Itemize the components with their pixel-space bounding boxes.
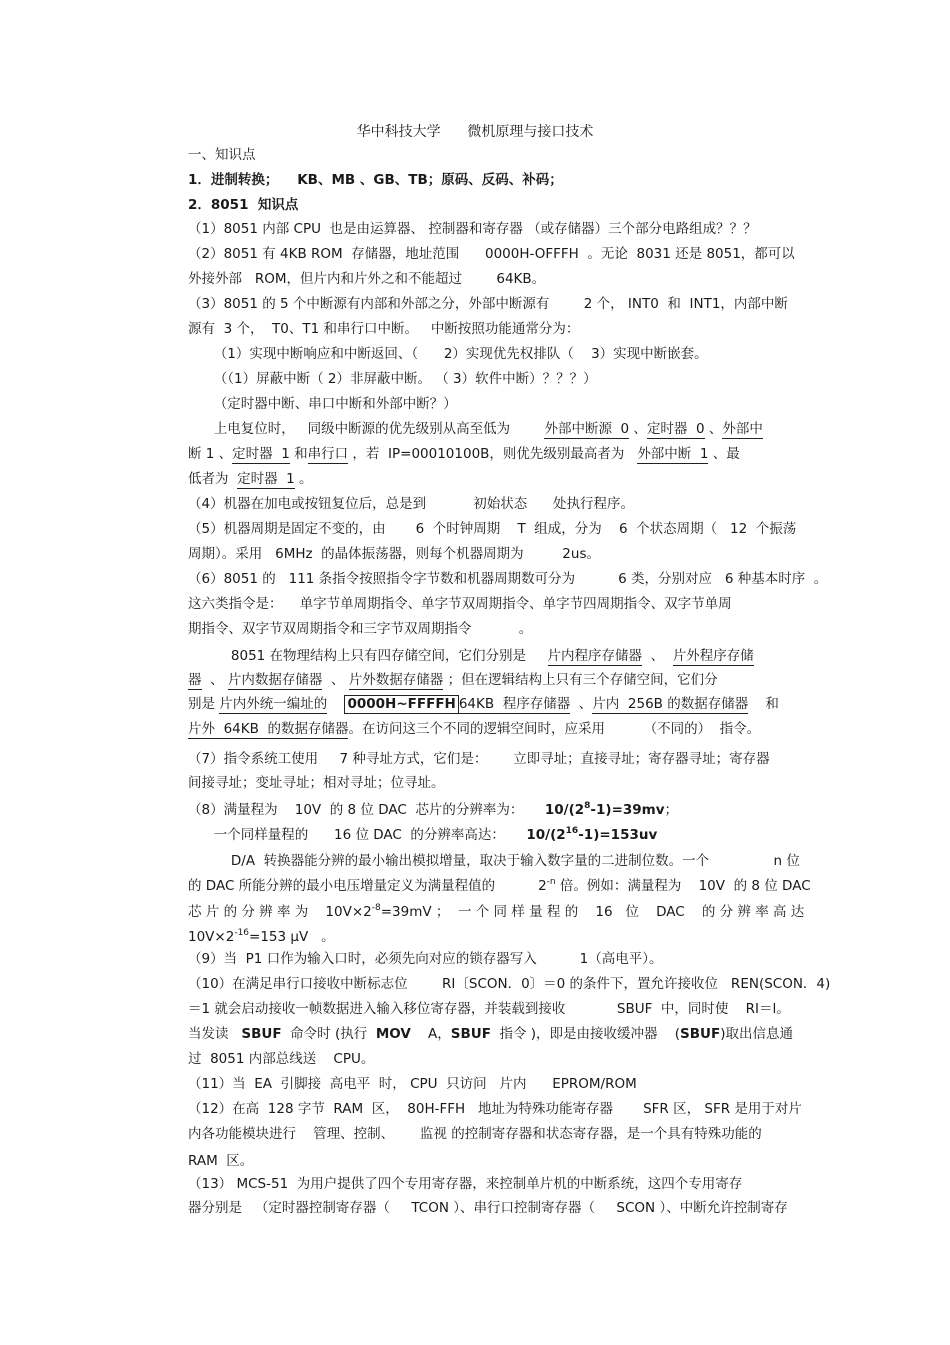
priority-t1: 定时器 1 <box>232 446 290 462</box>
dac-para-3: 芯 片 的 分 辨 率 为 $10V\times 2^{-8}=39mV$ ； 一 个 同 样 量 程 的 16 位 DAC 的 分 辨 率 高 达 <box>188 903 805 920</box>
para-12c: RAM 区。 <box>188 1153 254 1169</box>
priority-highest: 外部中断 1 <box>637 446 709 462</box>
memory-space-4: 片外数据存储器 <box>348 672 444 688</box>
para-1: （1）8051 内部 CPU 也是由运算器、 控制器和寄存器 （或存储器）三个部分电路组成？？？ <box>188 221 757 237</box>
memory-line-1: 8051 在物理结构上只有四存储空间，它们分别是 片内程序存储器 、 片外程序存储 <box>188 648 754 664</box>
para-7b: 间接寻址；变址寻址；相对寻址；位寻址。 <box>188 775 445 791</box>
dac-para-1: D/A 转换器能分辨的最小输出模拟增量，取决于输入数字量的二进制位数。一个 n 位 <box>188 853 800 869</box>
para-2b: 外接外部 ROM，但片内和片外之和不能超过 64KB。 <box>188 271 546 287</box>
memory-logical-1: 片内外统一编址的 <box>219 696 328 712</box>
memory-line-3: 别是 片内外统一编址的 0000H~FFFFH 64KB 程序存储器 、片内 256B 的数据存储器 和 <box>188 696 779 712</box>
priority-ext0: 外部中断源 0 <box>544 421 630 437</box>
para-5b: 周期）。采用 6MHz 的晶体振荡器，则每个机器周期为 2us。 <box>188 546 600 562</box>
memory-space-2: 片外程序存储 <box>672 648 754 664</box>
dac-para-4: $10V\times 2^{-16}=153$ μV 。 <box>188 928 335 945</box>
para-6c: 期指令、双字节双周期指令和三字节双周期指令 。 <box>188 621 533 637</box>
para-6: （6）8051 的 111 条指令按照指令字节数和机器周期数可分为 6 类，分别对应 6 种基本时序 。 <box>188 571 828 587</box>
para-13b: 器分别是 （定时器控制寄存器（ TCON ）、串行口控制寄存器（ SCON ）、中断允许控制寄存 <box>188 1200 788 1216</box>
interrupt-sources: （定时器中断、串口中断和外部中断？） <box>188 396 457 412</box>
para-5: （5）机器周期是固定不变的，由 6 个时钟周期 T 组成，分为 6 个状态周期（ 12 个振荡 <box>188 521 797 537</box>
para-8: （8）满量程为 10V 的 8 位 DAC 芯片的分辨率为： $10/(2^8-1)=39mv$； <box>188 801 679 818</box>
priority-t0: 定时器 0 <box>646 421 705 437</box>
priority-line-3: 低者为 定时器 1 。 <box>188 471 313 487</box>
para-4: （4）机器在加电或按钮复位后，总是到 初始状态 处执行程序。 <box>188 496 635 512</box>
dac-para-2: 的 DAC 所能分辨的最小电压增量定义为满量程值的 $2^{-n}$ 倍。例如：满量程为 10V 的 8 位 DAC <box>188 877 811 894</box>
para-10c: 当发读 SBUF 命令时 (执行 MOV A，SBUF 指令 )，即是由接收缓冲器 (SBUF)取出信息通 <box>188 1026 793 1042</box>
para-12: （12）在高 128 字节 RAM 区， 80H-FFH 地址为特殊功能寄存器 SFR 区， SFR 是用于对片 <box>188 1101 802 1117</box>
para-10: （10）在满足串行口接收中断标志位 RI〔SCON．0〕＝0 的条件下，置允许接收位 REN(SCON．4) <box>188 976 831 992</box>
dac8-resolution: $10/(2^8-1)=39mv$ <box>544 801 665 818</box>
para-7: （7）指令系统工使用 7 种寻址方式，它们是： 立即寻址；直接寻址；寄存器寻址；寄存器 <box>188 751 770 767</box>
item-2: 2．8051 知识点 <box>188 197 299 213</box>
address-range-box: 0000H~FFFFH <box>344 695 458 714</box>
memory-line-4: 片外 64KB 的数据存储器。在访问这三个不同的逻辑空间时，应采用 （不同的） 指令。 <box>188 721 761 737</box>
para-10b: ＝1 就会启动接收一帧数据进入输入移位寄存器，并装载到接收 SBUF 中，同时使 RI＝l。 <box>188 1001 790 1017</box>
para-10d: 过 8051 内部总线送 CPU。 <box>188 1051 375 1067</box>
para-9: （9）当 P1 口作为输入口时，必须先向对应的锁存器写入 1（高电平）。 <box>188 951 663 967</box>
para-12b: 内各功能模块进行 管理、控制、 监视 的控制寄存器和状态寄存器，是一个具有特殊功能的 <box>188 1126 762 1142</box>
item-1: 1．进制转换； KB、MB 、GB、TB；原码、反码、补码； <box>188 172 563 188</box>
para-2: （2）8051 有 4KB ROM 存储器，地址范围 0000H-OFFFH 。无论 8031 还是 8051，都可以 <box>188 246 795 262</box>
interrupt-types: （（1）屏蔽中断（ 2）非屏蔽中断。 （ 3）软件中断）？？？） <box>188 371 597 387</box>
dac16-resolution: $10/(2^{16}-1)=153uv$ <box>526 826 658 843</box>
priority-line-2: 断 1 、定时器 1 和串行口 ，若 IP=00010100B，则优先级别最高者为 外部中断 1 、最 <box>188 446 740 462</box>
priority-lowest: 定时器 1 <box>237 471 295 487</box>
para-3b: 源有 3 个， T0、T1 和串行口中断。 中断按照功能通常分为： <box>188 321 580 337</box>
memory-space-3: 片内数据存储器 <box>227 672 323 688</box>
priority-line-1: 上电复位时， 同级中断源的优先级别从高至低为 外部中断源 0 、定时器 0 、外部中 <box>188 421 763 437</box>
interrupt-function-list: （1）实现中断响应和中断返回、（ 2）实现优先权排队（ 3）实现中断嵌套。 <box>188 346 708 362</box>
para-6b: 这六类指令是： 单字节单周期指令、单字节双周期指令、单字节四周期指令、双字节单周 <box>188 596 732 612</box>
para-11: （11）当 EA 引脚接 高电平 时， CPU 只访问 片内 EPROM/ROM <box>188 1076 637 1092</box>
memory-logical-3: 片外 64KB 的数据存储器 <box>188 721 349 737</box>
para-8b: 一个同样量程的 16 位 DAC 的分辨率高达： $10/(2^{16}-1)=153uv$ <box>188 826 658 843</box>
priority-ext1-a: 外部中 <box>722 421 763 437</box>
memory-line-2: 器 、 片内数据存储器 、 片外数据存储器 ；但在逻辑结构上只有三个存储空间，它们分 <box>188 672 718 688</box>
para-13: （13） MCS-51 为用户提供了四个专用寄存器，来控制单片机的中断系统，这四个专用寄存 <box>188 1176 743 1192</box>
page-title: 华中科技大学 微机原理与接口技术 <box>356 124 594 140</box>
memory-logical-2: 片内 256B 的数据存储器 <box>592 696 749 712</box>
memory-space-1: 片内程序存储器 <box>547 648 643 664</box>
section-heading: 一、知识点 <box>188 147 256 163</box>
para-3: （3）8051 的 5 个中断源有内部和外部之分，外部中断源有 2 个， INT0 和 INT1，内部中断 <box>188 296 788 312</box>
priority-serial: 串行口 <box>307 446 349 462</box>
